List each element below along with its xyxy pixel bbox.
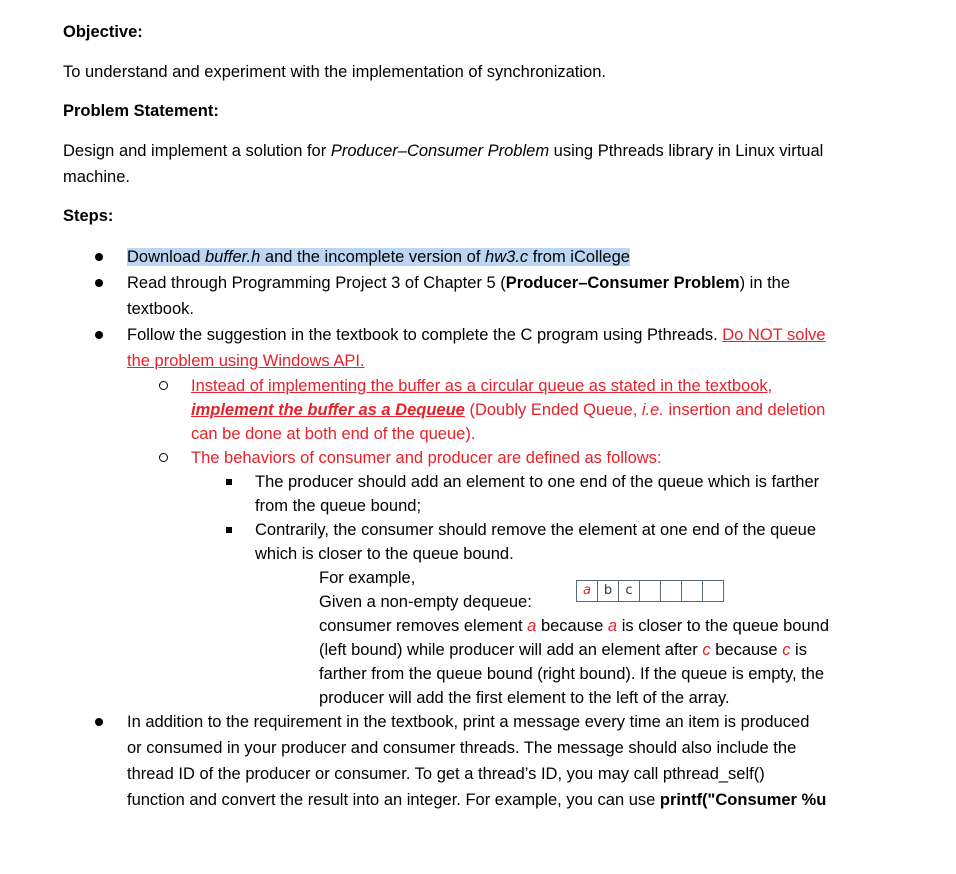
square-bullet-icon [226,527,232,533]
problem-line-2: machine. [63,168,130,186]
sub-1-line-1: Instead of implementing the buffer as a circular queue as stated in the textbook, [191,377,773,395]
queue-cell [660,580,682,602]
example-line-6: producer will add the first element to the left of the array. [319,689,730,707]
example-line-3: consumer removes element a because a is closer to the queue bound [319,617,830,635]
step-4-line-4: function and convert the result into an integer. For example, you can use printf("Consumer %u [127,791,827,809]
bullet-icon [95,253,103,261]
example-line-4: (left bound) while producer will add an element after c because c is [319,641,807,659]
example-given: Given a non-empty dequeue: [319,593,532,611]
sub-2: The behaviors of consumer and producer are defined as follows: [191,449,662,467]
sub-1-line-2: implement the buffer as a Dequeue (Doubly Ended Queue, i.e. insertion and deletion [191,401,826,419]
queue-cell: c [618,580,640,602]
steps-heading: Steps: [63,207,114,225]
sub-1-line-3: can be done at both end of the queue). [191,425,476,443]
square-bullet-icon [226,479,232,485]
queue-cell: b [597,580,619,602]
step-2-line-2: textbook. [127,300,194,318]
queue-cell: a [576,580,598,602]
bullet-1-line-2: from the queue bound; [255,497,422,515]
bullet-2-line-2: which is closer to the queue bound. [255,545,514,563]
bullet-2-line-1: Contrarily, the consumer should remove the element at one end of the queue [255,521,817,539]
step-4-line-1: In addition to the requirement in the textbook, print a message every time an item is produced [127,713,810,731]
problem-line-1: Design and implement a solution for Producer–Consumer Problem using Pthreads library in Linux virtual [63,142,824,160]
step-3-line-1: Follow the suggestion in the textbook to complete the C program using Pthreads. Do NOT solve [127,326,826,344]
objective-text: To understand and experiment with the implementation of synchronization. [63,63,606,81]
hollow-bullet-icon [159,453,168,462]
step-2-line-1: Read through Programming Project 3 of Chapter 5 (Producer–Consumer Problem) in the [127,274,791,292]
step-1: Download buffer.h and the incomplete version of hw3.c from iCollege [127,248,630,266]
queue-cell [639,580,661,602]
example-line-5: farther from the queue bound (right bound). If the queue is empty, the [319,665,825,683]
objective-heading: Objective: [63,23,143,41]
queue-cell [681,580,703,602]
step-4-line-3: thread ID of the producer or consumer. To get a thread’s ID, you may call pthread_self() [127,765,765,783]
dequeue-diagram [576,580,724,602]
step-3-line-2: the problem using Windows API. [127,352,365,370]
bullet-icon [95,718,103,726]
step-4-line-2: or consumed in your producer and consumer threads. The message should also include the [127,739,797,757]
problem-heading: Problem Statement: [63,102,219,120]
example-label: For example, [319,569,416,587]
bullet-1-line-1: The producer should add an element to one end of the queue which is farther [255,473,820,491]
hollow-bullet-icon [159,381,168,390]
bullet-icon [95,331,103,339]
bullet-icon [95,279,103,287]
queue-cell [702,580,724,602]
